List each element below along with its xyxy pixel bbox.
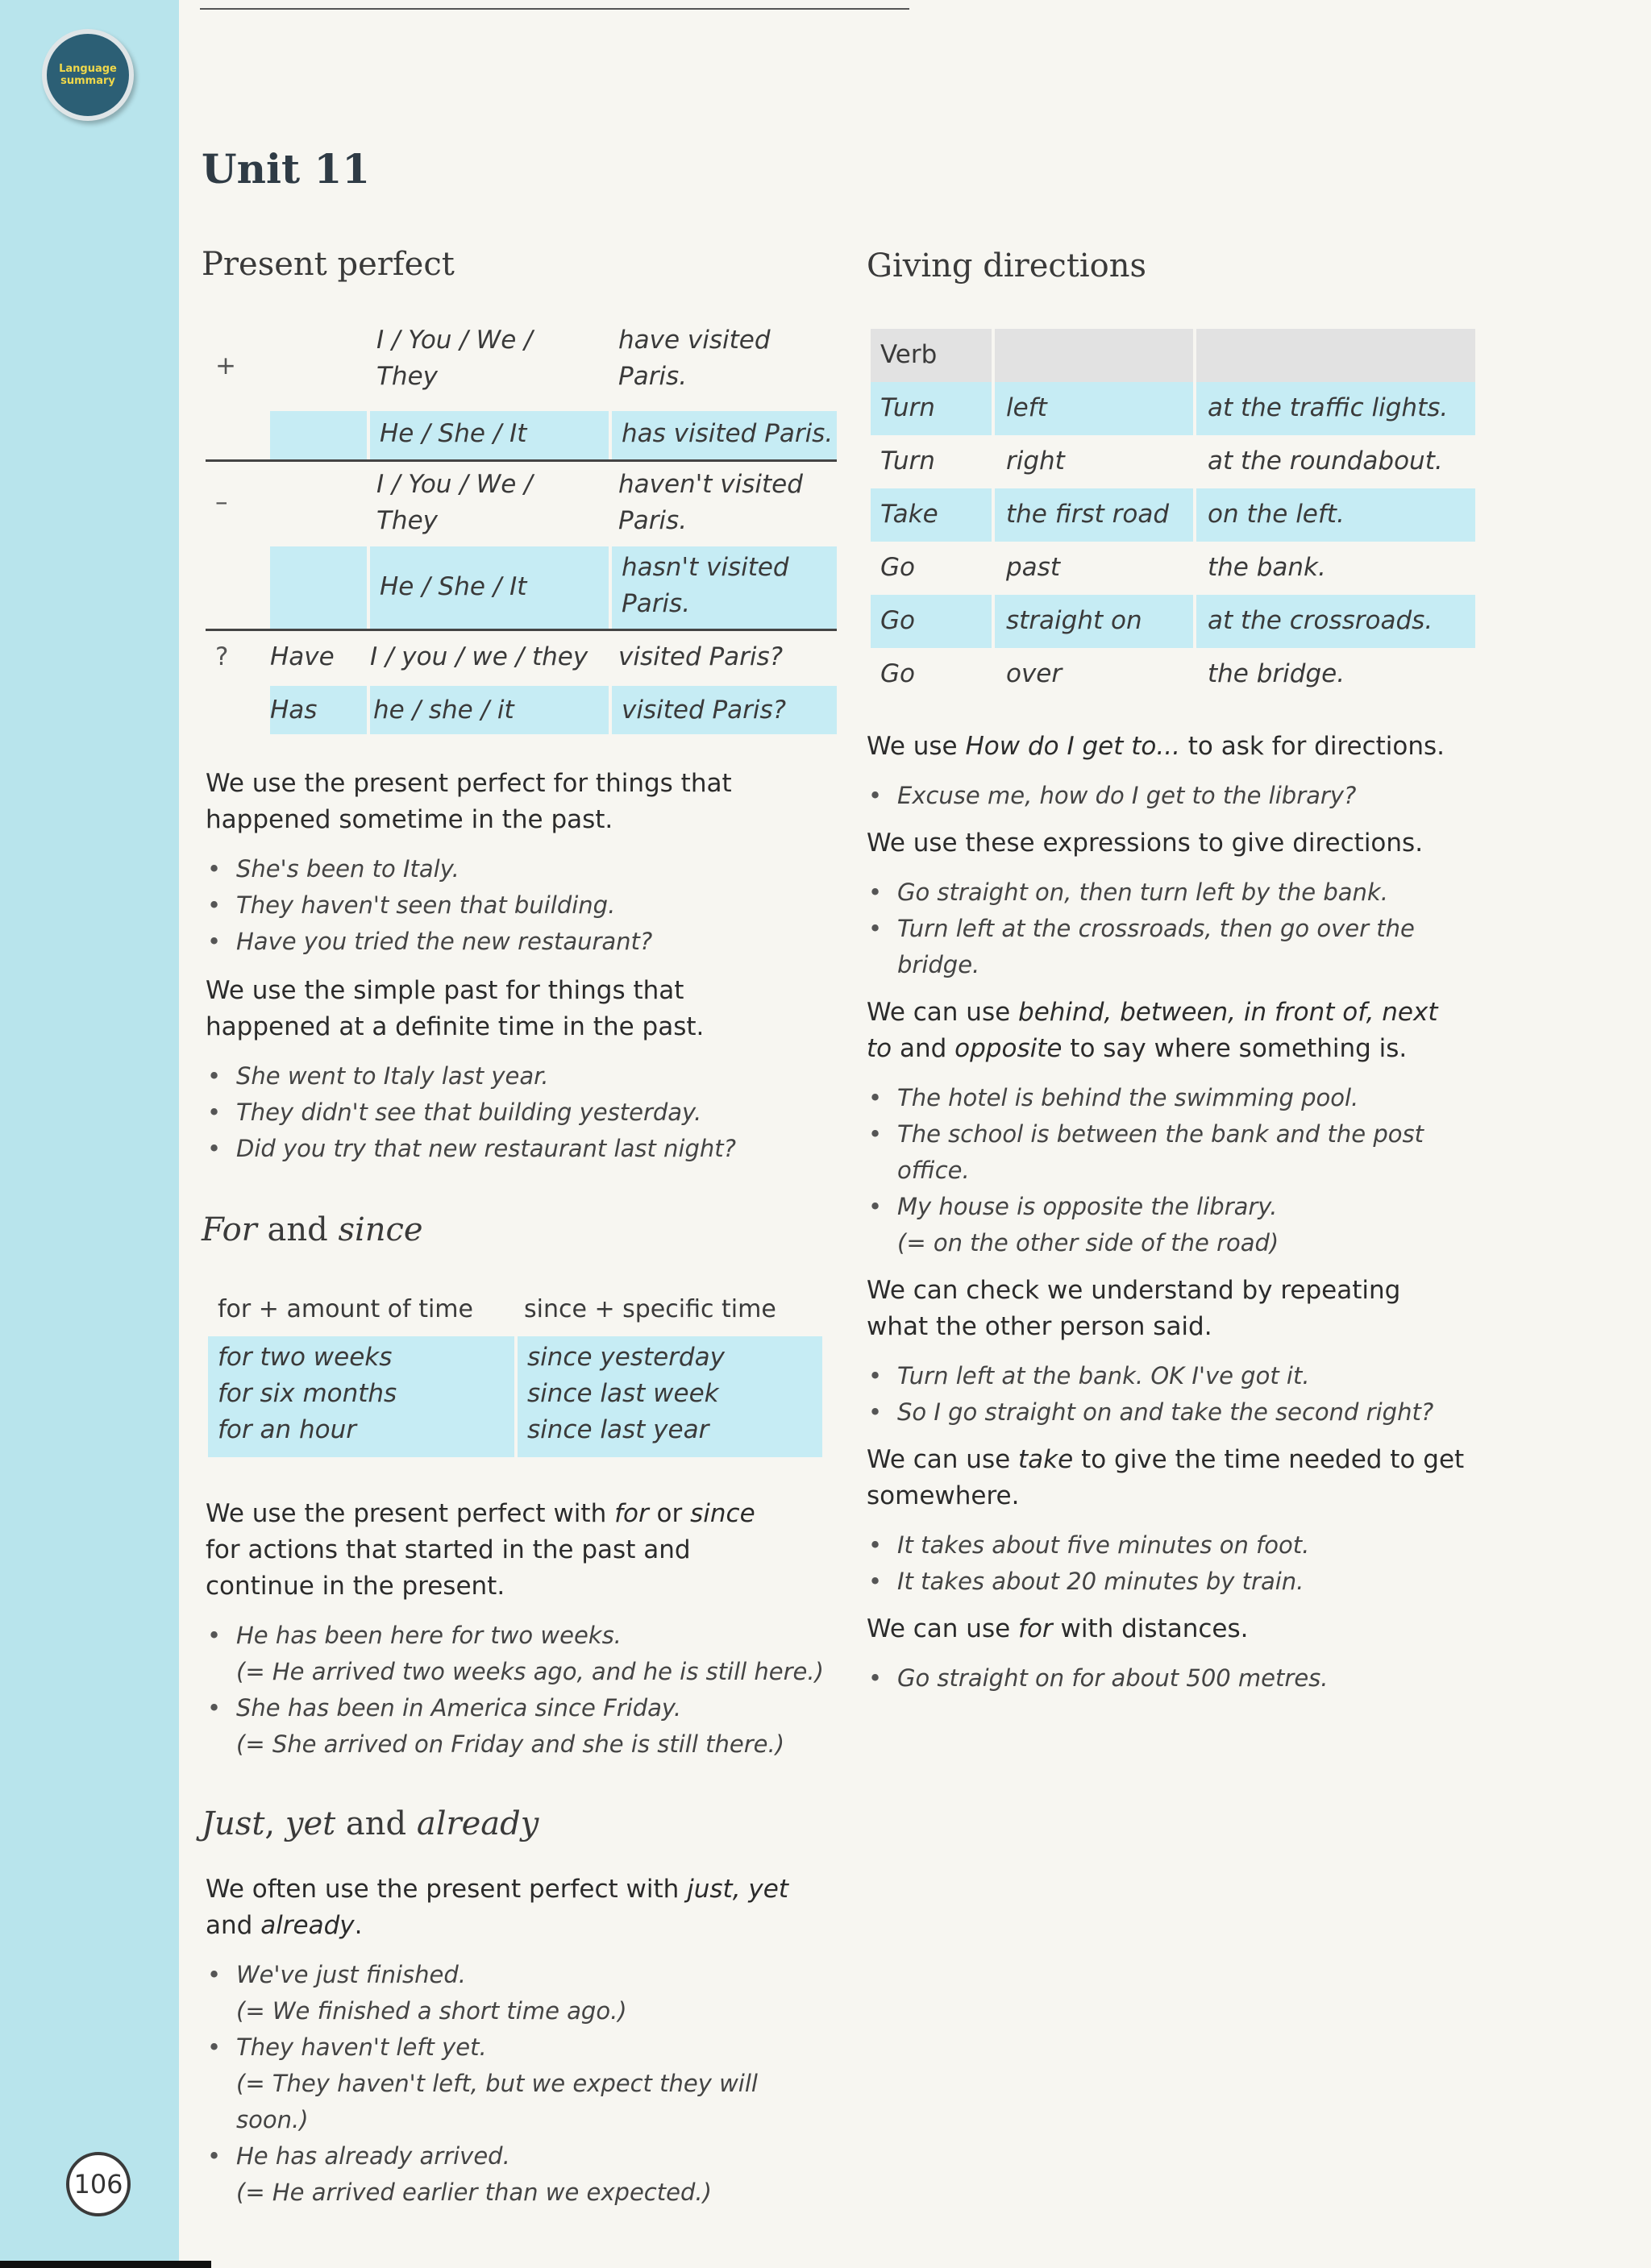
heading-word-for: For (202, 1211, 257, 1248)
table-subject: I / you / we / they (370, 642, 588, 671)
table-cell: for an hour (218, 1415, 356, 1444)
table-symbol: + (215, 351, 236, 380)
table-cell: for six months (218, 1379, 397, 1408)
table-cell: straight on (992, 595, 1193, 648)
distances-examples (867, 1660, 1495, 1697)
list-item (867, 1189, 1431, 1261)
keywords: behind, between, in front of, next to (867, 998, 1438, 1063)
table-row (871, 648, 1475, 701)
table-verb: visited Paris? (609, 686, 837, 734)
present-perfect-paragraph: We use the present perfect for things that happened sometime in the past. (206, 769, 732, 834)
example-note: (= She arrived on Friday and she is still there.) (236, 1730, 785, 1758)
table-cell: the bridge. (1208, 659, 1345, 688)
heading-word-and: and (256, 1211, 339, 1248)
text: for actions that started in the past and continue in the present. (206, 1499, 763, 1601)
text: We use (867, 732, 966, 761)
list-item: • Go straight on, then turn left by the bank. (867, 874, 1463, 911)
table-subject: He / She / It (367, 546, 609, 629)
list-item: • Turn left at the bank. OK I've got it. (867, 1358, 1495, 1394)
text: and (892, 1034, 955, 1063)
list-item: • Excuse me, how do I get to the library? (867, 778, 1495, 814)
list-item (867, 1116, 1431, 1189)
just-yet-notes (206, 1871, 834, 2211)
example: • We've just finished. (236, 1961, 466, 1988)
keyword-take: take (1018, 1445, 1074, 1474)
heading-word-since: since (338, 1211, 423, 1248)
table-symbol (206, 411, 270, 459)
example: • The school is between the bank and the post office. (897, 1120, 1424, 1184)
table-symbol: ? (215, 642, 229, 671)
badge-line2: summary (60, 75, 115, 87)
present-perfect-table (206, 322, 837, 734)
example: • He has already arrived. (236, 2142, 510, 2170)
list-item (206, 1957, 834, 2029)
table-row (871, 382, 1475, 435)
just-yet-paragraph (206, 1871, 818, 1944)
list-item: • Turn left at the crossroads, then go over the bridge. (867, 911, 1463, 983)
list-item: • They didn't see that building yesterday. (206, 1095, 834, 1131)
text: We use the present perfect with (206, 1499, 615, 1528)
table-cell-verb: Turn (871, 382, 992, 435)
list-item: • Have you tried the new restaurant? (206, 924, 834, 960)
table-row (208, 1336, 822, 1457)
example: • They haven't left yet. (236, 2033, 487, 2061)
text: and (206, 1875, 796, 1940)
table-row (206, 322, 837, 411)
text: . (354, 1911, 363, 1940)
text: We can use (867, 1445, 1019, 1474)
table-cell-verb: Go (880, 553, 915, 582)
keyword-opposite: opposite (954, 1034, 1063, 1063)
table-cell: right (1006, 447, 1065, 476)
list-item (206, 1618, 834, 1690)
page-number: 106 (66, 2152, 131, 2216)
expressions-paragraph: We use these expressions to give directions. (867, 829, 1424, 858)
table-aux (270, 411, 367, 459)
giving-directions-heading: Giving directions (867, 247, 1147, 285)
table-symbol (206, 686, 270, 734)
table-subject: I / You / We / They (376, 470, 533, 535)
heading-word-and: and (335, 1805, 417, 1842)
keyword-for: for (1018, 1614, 1053, 1643)
unit-title: Unit 11 (202, 145, 371, 193)
table-cell: the first road (992, 488, 1193, 542)
list-item (206, 1690, 834, 1763)
take-examples (867, 1527, 1495, 1600)
heading-comma: , (264, 1805, 285, 1842)
list-item: • They haven't seen that building. (206, 887, 834, 924)
table-row (206, 459, 837, 546)
keywords: just, yet (687, 1875, 788, 1904)
list-item (206, 2029, 834, 2138)
table-cell: since yesterday (527, 1343, 725, 1372)
example: • She has been in America since Friday. (236, 1694, 682, 1722)
for-since-paragraph (206, 1496, 794, 1605)
table-row (871, 595, 1475, 648)
table-aux: Have (270, 642, 335, 671)
keyword-for: for (614, 1499, 649, 1528)
for-since-heading (202, 1211, 423, 1248)
example-note: (= He arrived two weeks ago, and he is still here.) (236, 1658, 824, 1685)
list-item (867, 1080, 1431, 1116)
table-symbol: – (215, 488, 228, 517)
badge-line1: Language (59, 63, 117, 75)
table-row (206, 411, 837, 459)
simple-past-paragraph: We use the simple past for things that happened at a definite time in the past. (206, 976, 705, 1041)
text: with distances. (1052, 1614, 1249, 1643)
top-rule (200, 8, 909, 10)
table-cell-verb: Turn (880, 447, 935, 476)
prepositions-examples (867, 1080, 1431, 1261)
for-column-header: for + amount of time (218, 1295, 473, 1323)
table-cell: since last year (527, 1415, 709, 1444)
prepositions-paragraph (867, 995, 1463, 1067)
table-subject: I / You / We / They (376, 326, 533, 391)
check-understanding-paragraph: We can check we understand by repeating what the other person said. (867, 1276, 1401, 1341)
text: to ask for directions. (1179, 732, 1445, 761)
since-column-header: since + specific time (524, 1295, 776, 1323)
example-note: (= on the other side of the road) (897, 1229, 1279, 1257)
table-cell: at the crossroads. (1193, 595, 1475, 648)
example: • He has been here for two weeks. (236, 1622, 622, 1649)
simple-past-examples (206, 1058, 834, 1167)
table-cell: for two weeks (218, 1343, 393, 1372)
present-perfect-examples (206, 851, 834, 960)
example-note: (= They haven't left, but we expect they will soon.) (236, 2070, 758, 2133)
example-note: (= We finished a short time ago.) (236, 1997, 627, 2025)
directions-table (871, 329, 1475, 701)
table-header-row (871, 329, 1475, 382)
list-item: • She's been to Italy. (206, 851, 834, 887)
table-row (871, 542, 1475, 595)
table-verb: have visited Paris. (618, 326, 771, 391)
table-cell-verb: Go (880, 659, 915, 688)
heading-word-yet: yet (285, 1805, 336, 1842)
table-cell: at the traffic lights. (1193, 382, 1475, 435)
table-cell: left (992, 382, 1193, 435)
list-item: • Did you try that new restaurant last night? (206, 1131, 834, 1167)
list-item (206, 2138, 834, 2211)
table-verb: hasn't visited Paris. (609, 546, 837, 629)
heading-word-just: Just (202, 1805, 265, 1842)
table-aux (270, 462, 367, 546)
list-item: • Go straight on for about 500 metres. (867, 1660, 1495, 1697)
text: We can use (867, 1614, 1019, 1643)
just-yet-examples (206, 1957, 834, 2211)
table-row (206, 546, 837, 629)
table-cell: over (1006, 659, 1063, 688)
column-header (1193, 329, 1475, 382)
example-note: (= He arrived earlier than we expected.) (236, 2179, 712, 2206)
sidebar-strip (0, 0, 179, 2268)
directions-notes (867, 729, 1495, 1697)
table-cell: on the left. (1193, 488, 1475, 542)
table-cell-verb: Go (871, 595, 992, 648)
list-item: • It takes about five minutes on foot. (867, 1527, 1495, 1564)
table-verb: haven't visited Paris. (618, 470, 803, 535)
table-verb: has visited Paris. (609, 411, 837, 459)
just-yet-already-heading (202, 1805, 539, 1842)
verb-column-header: Verb (871, 329, 992, 382)
text: We can use (867, 998, 1019, 1027)
list-item: • So I go straight on and take the second right? (867, 1394, 1495, 1431)
table-aux (270, 546, 367, 629)
table-cell: the bank. (1208, 553, 1326, 582)
table-verb: visited Paris? (618, 642, 784, 671)
table-subject: he / she / it (367, 686, 609, 734)
for-since-notes (206, 1496, 834, 1763)
directions-examples-1 (867, 778, 1495, 814)
table-cell: at the roundabout. (1208, 447, 1443, 476)
text: We often use the present perfect with (206, 1875, 688, 1904)
column-header (992, 329, 1193, 382)
bottom-rule (0, 2261, 211, 2268)
table-cell: past (1006, 553, 1060, 582)
table-row (206, 686, 837, 734)
heading-word-already: already (416, 1805, 539, 1842)
directions-examples-2 (867, 874, 1463, 983)
table-header-row (208, 1281, 822, 1336)
for-since-examples (206, 1618, 834, 1763)
table-cell-verb: Take (871, 488, 992, 542)
keyword-already: already (260, 1911, 355, 1940)
table-row (871, 488, 1475, 542)
table-row (871, 435, 1475, 488)
how-do-i-get-paragraph (867, 729, 1495, 765)
table-row (206, 629, 837, 686)
for-examples (208, 1336, 514, 1457)
text: to give the time needed to get somewhere. (867, 1445, 1473, 1510)
table-cell: since last week (527, 1379, 719, 1408)
text: to say where something is. (1062, 1034, 1408, 1063)
table-aux (270, 322, 367, 411)
for-since-table (208, 1281, 822, 1457)
check-understanding-examples (867, 1358, 1495, 1431)
text: or (648, 1499, 691, 1528)
example: • My house is opposite the library. (897, 1193, 1278, 1220)
table-subject: He / She / It (367, 411, 609, 459)
table-symbol (206, 546, 270, 629)
list-item: • It takes about 20 minutes by train. (867, 1564, 1495, 1600)
keyword-question: How do I get to... (965, 732, 1180, 761)
table-aux: Has (270, 686, 367, 734)
language-summary-badge (42, 29, 134, 121)
keyword-since: since (690, 1499, 755, 1528)
distances-paragraph (867, 1611, 1495, 1647)
example: • The hotel is behind the swimming pool. (897, 1084, 1359, 1111)
present-perfect-notes (206, 766, 834, 1167)
present-perfect-heading: Present perfect (202, 246, 455, 283)
list-item: • She went to Italy last year. (206, 1058, 834, 1095)
since-examples (514, 1336, 822, 1457)
take-paragraph (867, 1442, 1495, 1514)
